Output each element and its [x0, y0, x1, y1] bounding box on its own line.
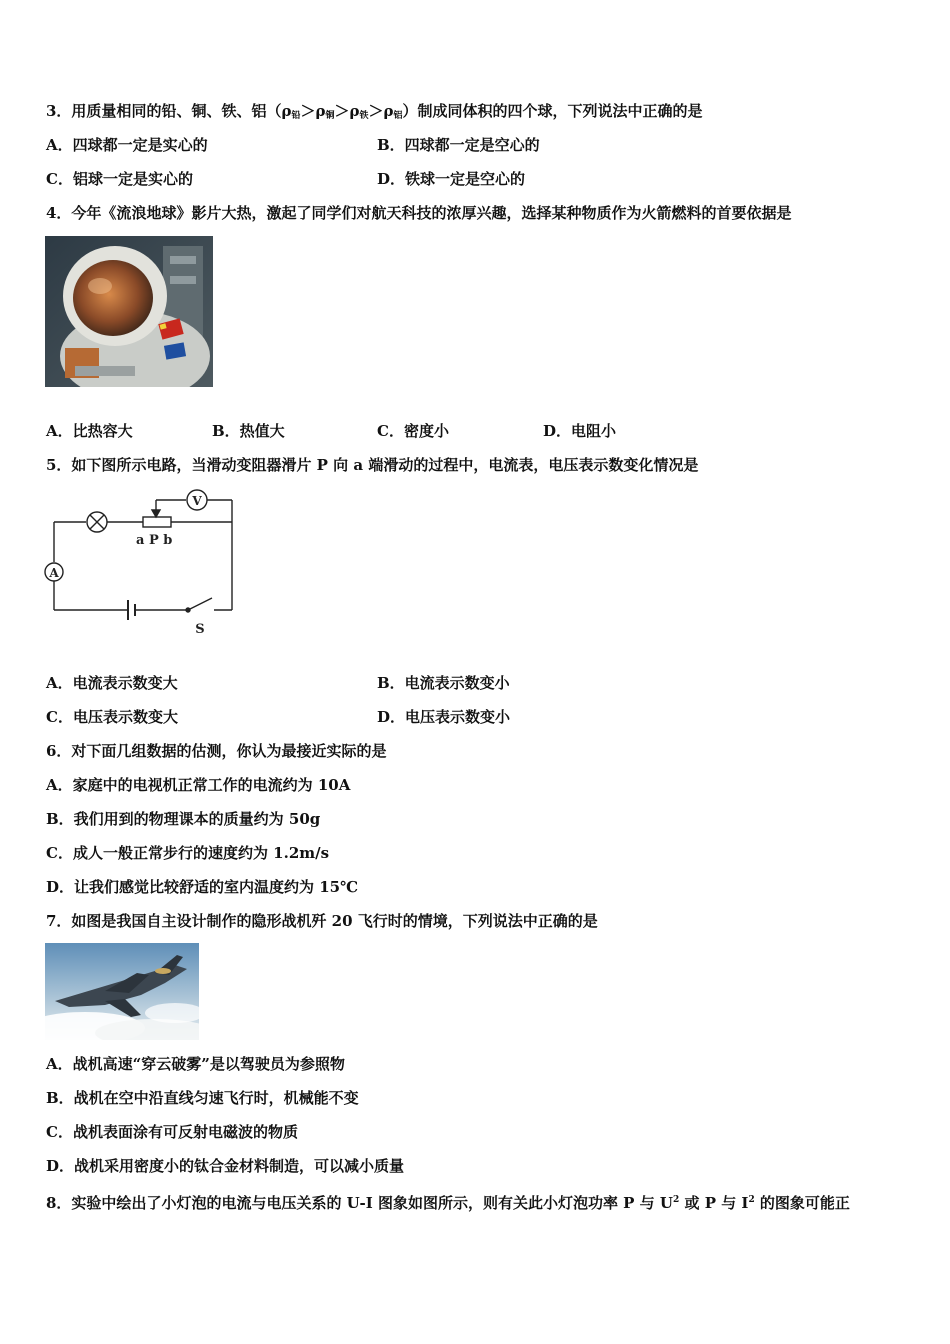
q5-option-b: B．电流表示数变小 [377, 674, 510, 692]
q7-stem: 7．如图是我国自主设计制作的隐形战机歼 20 飞行时的情境，下列说法中正确的是 [46, 912, 598, 930]
q5-stem: 5．如下图所示电路，当滑动变阻器滑片 P 向 a 端滑动的过程中，电流表，电压表示数变化情况是 [46, 456, 699, 474]
circuit-diagram [40, 486, 250, 641]
ammeter-label: A [49, 566, 59, 580]
q6-option-a: A．家庭中的电视机正常工作的电流约为 10A [46, 776, 351, 794]
q4-option-c: C．密度小 [377, 422, 449, 440]
q3-option-d: D．铁球一定是空心的 [377, 170, 526, 188]
q4-option-d: D．电阻小 [543, 422, 617, 440]
q7-option-d: D．战机采用密度小的钛合金材料制造，可以减小质量 [46, 1157, 405, 1175]
q7-option-a: A．战机高速“穿云破雾”是以驾驶员为参照物 [46, 1055, 345, 1073]
astronaut-photo [45, 236, 213, 387]
q3-option-a: A．四球都一定是实心的 [46, 136, 208, 154]
q3-option-c: C．铝球一定是实心的 [46, 170, 193, 188]
q7-option-c: C．战机表面涂有可反射电磁波的物质 [46, 1123, 298, 1141]
q3-option-b: B．四球都一定是空心的 [377, 136, 540, 154]
rheostat-symbol [143, 517, 171, 527]
q8-stem: 8．实验中绘出了小灯泡的电流与电压关系的 U-I 图象如图所示，则有关此小灯泡功率 P 与 $U^2$ 或 P 与 $I^2$ 的图象可能正 [46, 1194, 850, 1212]
q5-option-a: A．电流表示数变大 [46, 674, 178, 692]
voltmeter-label: V [192, 494, 202, 508]
switch-label: S [195, 622, 205, 637]
q4-option-b: B．热值大 [212, 422, 285, 440]
q3-stem: 3．用质量相同的铅、铜、铁、铝$(\rho_铅>\rho_铜>\rho_铁>\rho_铝)$制成同体积的四个球，下列说法中正确的是 [46, 102, 703, 121]
q5-option-d: D．电压表示数变小 [377, 708, 511, 726]
q6-option-b: B．我们用到的物理课本的质量约为 50g [46, 810, 321, 828]
q5-option-c: C．电压表示数变大 [46, 708, 178, 726]
q4-option-a: A．比热容大 [46, 422, 133, 440]
fighter-jet-photo [45, 943, 199, 1040]
q6-option-d: D．让我们感觉比较舒适的室内温度约为 15℃ [46, 878, 359, 896]
q6-option-c: C．成人一般正常步行的速度约为 1.2m/s [46, 844, 330, 862]
q6-stem: 6．对下面几组数据的估测，你认为最接近实际的是 [46, 742, 387, 760]
rheostat-labels: a P b [136, 533, 173, 548]
q4-stem: 4．今年《流浪地球》影片大热，激起了同学们对航天科技的浓厚兴趣，选择某种物质作为火箭燃料的首要依据是 [46, 204, 792, 222]
q7-option-b: B．战机在空中沿直线匀速飞行时，机械能不变 [46, 1089, 359, 1107]
